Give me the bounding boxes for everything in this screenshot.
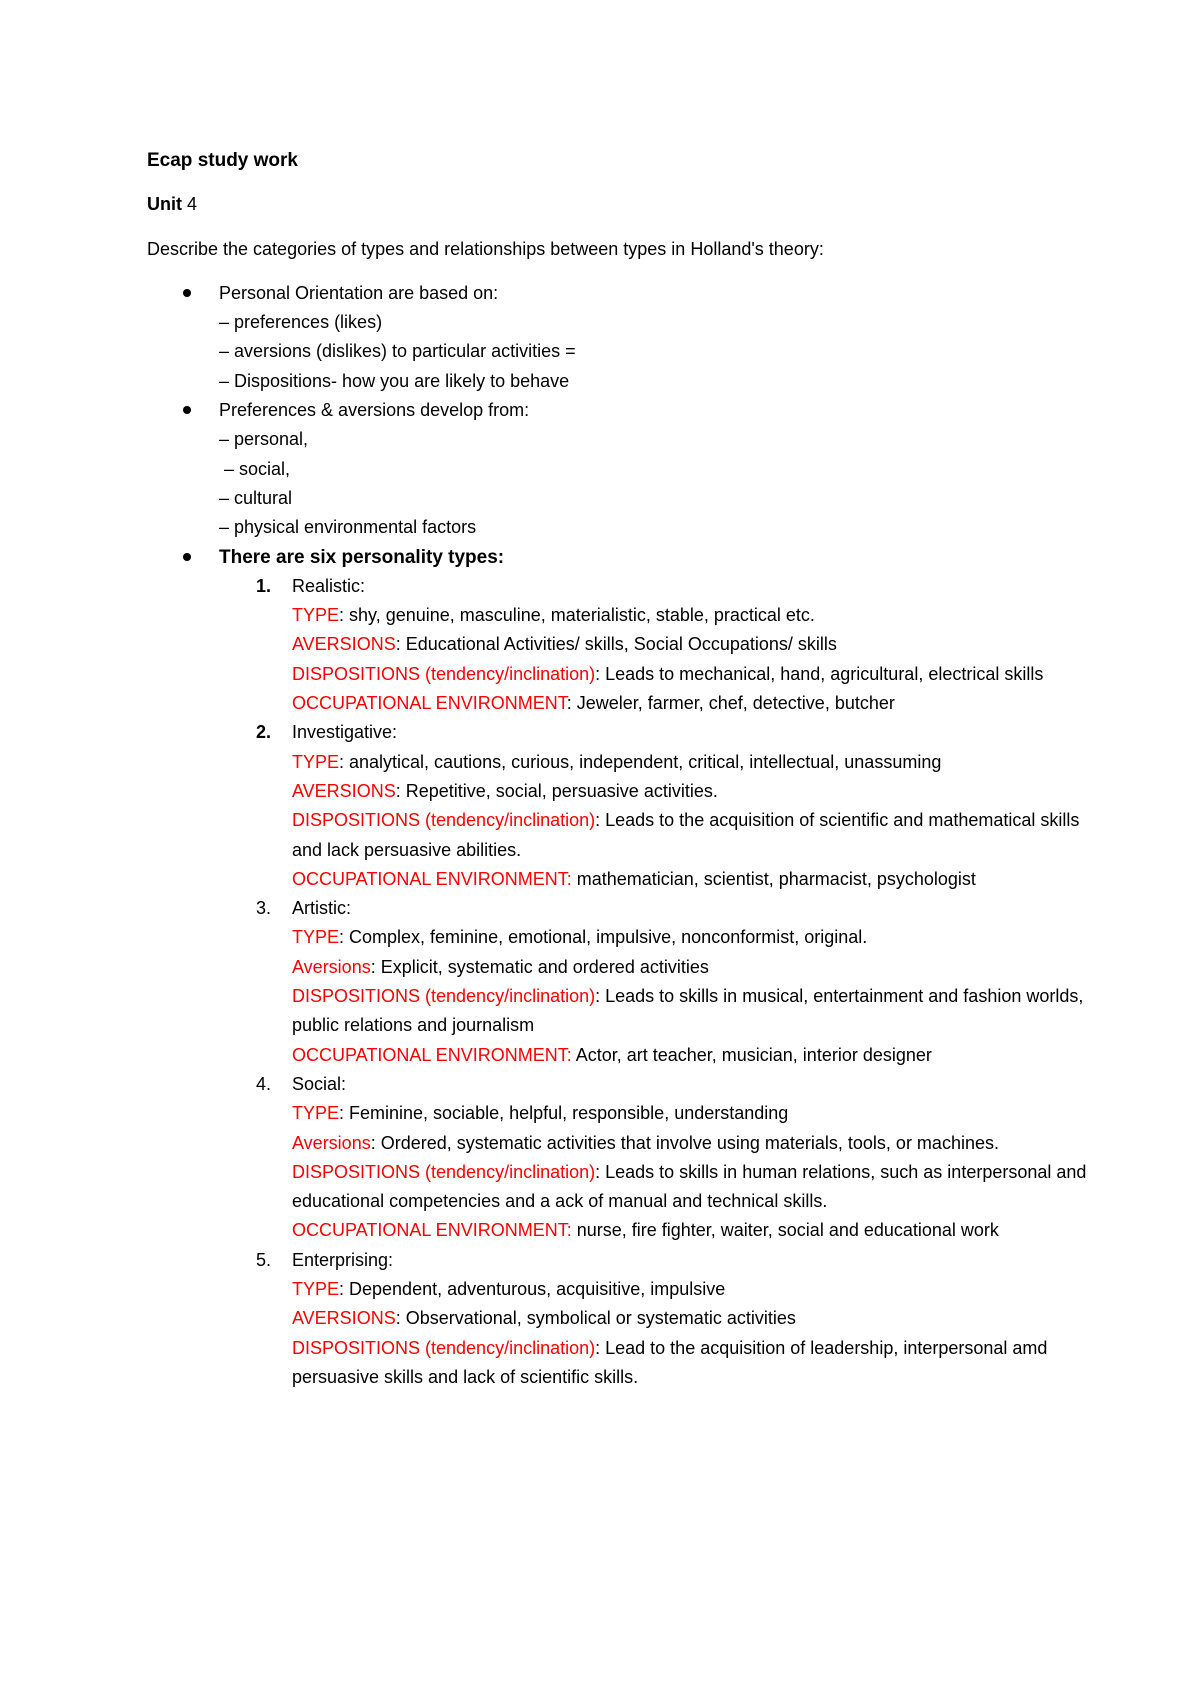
bullet-heading: There are six personality types: (219, 546, 505, 568)
occupational-text: Actor, art teacher, musician, interior designer (571, 1044, 932, 1065)
personality-type-item (256, 572, 1087, 718)
aversions-label: Aversions (292, 1132, 371, 1153)
document-title: Ecap study work (147, 150, 298, 171)
dispositions-label: DISPOSITIONS (tendency/inclination) (292, 1337, 596, 1358)
dispositions-label: DISPOSITIONS (tendency/inclination) (292, 1161, 596, 1182)
bullet-subline: – preferences (likes) (219, 312, 383, 333)
type-traits (292, 748, 1087, 777)
occupational-text: nurse, fire fighter, waiter, social and educational work (571, 1220, 999, 1241)
type-label: TYPE (292, 1103, 340, 1124)
dispositions-text: : Leads to the acquisition of scientific and mathematical skills and lack persuasive abilities. (292, 810, 1080, 860)
aversions-text: : Educational Activities/ skills, Social Occupations/ skills (395, 634, 837, 655)
aversions-text: : Ordered, systematic activities that involve using materials, tools, or machines. (370, 1132, 999, 1153)
type-text: : Feminine, sociable, helpful, responsible, understanding (339, 1103, 789, 1124)
type-number: 2. (256, 722, 272, 743)
bullet-subline: – cultural (219, 487, 293, 508)
type-label: TYPE (292, 1278, 340, 1299)
unit-label: Unit (147, 194, 182, 215)
type-name: Social: (292, 1073, 347, 1094)
bullet-item (219, 543, 1087, 1393)
bullet-heading: Personal Orientation are based on: (219, 282, 499, 303)
type-number: 3. (256, 898, 272, 919)
type-name: Artistic: (292, 898, 352, 919)
dispositions-text: : Leads to skills in musical, entertainment and fashion worlds, public relations and journalism (292, 986, 1084, 1036)
occupational-label: OCCUPATIONAL ENVIRONMENT: (292, 1044, 572, 1065)
unit-heading (147, 190, 1087, 219)
bullet-dot-icon (183, 406, 191, 414)
type-occupational (292, 1041, 1087, 1070)
type-label: TYPE (292, 751, 340, 772)
type-traits (292, 1099, 1087, 1128)
bullet-item (219, 396, 1087, 542)
type-text: : Complex, feminine, emotional, impulsive, nonconformist, original. (339, 927, 868, 948)
type-aversions (292, 953, 1087, 982)
bullet-subline: – physical environmental factors (219, 517, 477, 538)
aversions-text: : Repetitive, social, persuasive activities. (395, 780, 718, 801)
bullet-dot-icon (183, 289, 191, 297)
type-number: 5. (256, 1249, 272, 1270)
aversions-label: AVERSIONS (292, 634, 396, 655)
type-name: Enterprising: (292, 1249, 394, 1270)
type-aversions (292, 777, 1087, 806)
dispositions-label: DISPOSITIONS (tendency/inclination) (292, 810, 596, 831)
aversions-label: AVERSIONS (292, 780, 396, 801)
bullet-subline: – social, (219, 458, 291, 479)
type-number: 1. (256, 575, 272, 596)
occupational-label: OCCUPATIONAL ENVIRONMENT (292, 693, 567, 714)
dispositions-text: : Leads to mechanical, hand, agricultural, electrical skills (595, 663, 1044, 684)
type-occupational (292, 689, 1087, 718)
dispositions-label: DISPOSITIONS (tendency/inclination) (292, 663, 596, 684)
type-occupational (292, 865, 1087, 894)
personality-type-item (256, 718, 1087, 894)
unit-number: 4 (187, 194, 198, 215)
type-traits (292, 601, 1087, 630)
type-dispositions (292, 1158, 1087, 1217)
personality-type-item (256, 1246, 1087, 1392)
type-name: Investigative: (292, 722, 398, 743)
type-dispositions (292, 982, 1087, 1041)
bullet-dot-icon (183, 553, 191, 561)
occupational-label: OCCUPATIONAL ENVIRONMENT: (292, 868, 572, 889)
bullet-subline: – aversions (dislikes) to particular activities = (219, 341, 576, 362)
type-traits (292, 1275, 1087, 1304)
personality-types-list (219, 572, 1087, 1392)
bullet-subline: – personal, (219, 429, 309, 450)
type-number: 4. (256, 1073, 272, 1094)
dispositions-label: DISPOSITIONS (tendency/inclination) (292, 986, 596, 1007)
type-text: : analytical, cautions, curious, independent, critical, intellectual, unassuming (339, 751, 942, 772)
personality-type-item (256, 1070, 1087, 1246)
dispositions-text: : Leads to skills in human relations, such as interpersonal and educational competencies and a ack of manual and technical skills. (292, 1161, 1087, 1212)
type-dispositions (292, 806, 1087, 865)
occupational-label: OCCUPATIONAL ENVIRONMENT: (292, 1220, 572, 1241)
occupational-text: : Jeweler, farmer, chef, detective, butcher (566, 693, 895, 714)
type-aversions (292, 1129, 1087, 1158)
type-label: TYPE (292, 927, 340, 948)
personality-type-item (256, 894, 1087, 1070)
dispositions-text: : Lead to the acquisition of leadership, interpersonal amd persuasive skills and lack of scientific skills. (292, 1337, 1048, 1387)
type-text: : shy, genuine, masculine, materialistic, stable, practical etc. (339, 605, 815, 626)
document-body (147, 146, 1087, 1392)
aversions-text: : Observational, symbolical or systematic activities (395, 1308, 796, 1329)
type-dispositions (292, 660, 1087, 689)
aversions-text: : Explicit, systematic and ordered activities (370, 956, 709, 977)
type-name: Realistic: (292, 575, 366, 596)
type-occupational (292, 1216, 1087, 1245)
aversions-label: Aversions (292, 956, 371, 977)
bullet-subline: – Dispositions- how you are likely to behave (219, 370, 570, 391)
bullet-heading: Preferences & aversions develop from: (219, 400, 530, 421)
bullet-list (147, 279, 1087, 1392)
occupational-text: mathematician, scientist, pharmacist, psychologist (571, 868, 976, 889)
type-label: TYPE (292, 605, 340, 626)
type-text: : Dependent, adventurous, acquisitive, impulsive (339, 1278, 726, 1299)
aversions-label: AVERSIONS (292, 1308, 396, 1329)
type-aversions (292, 630, 1087, 659)
type-aversions (292, 1304, 1087, 1333)
intro-question: Describe the categories of types and relationships between types in Holland's theory: (147, 238, 824, 259)
type-dispositions (292, 1334, 1087, 1393)
type-traits (292, 923, 1087, 952)
bullet-item (219, 279, 1087, 396)
